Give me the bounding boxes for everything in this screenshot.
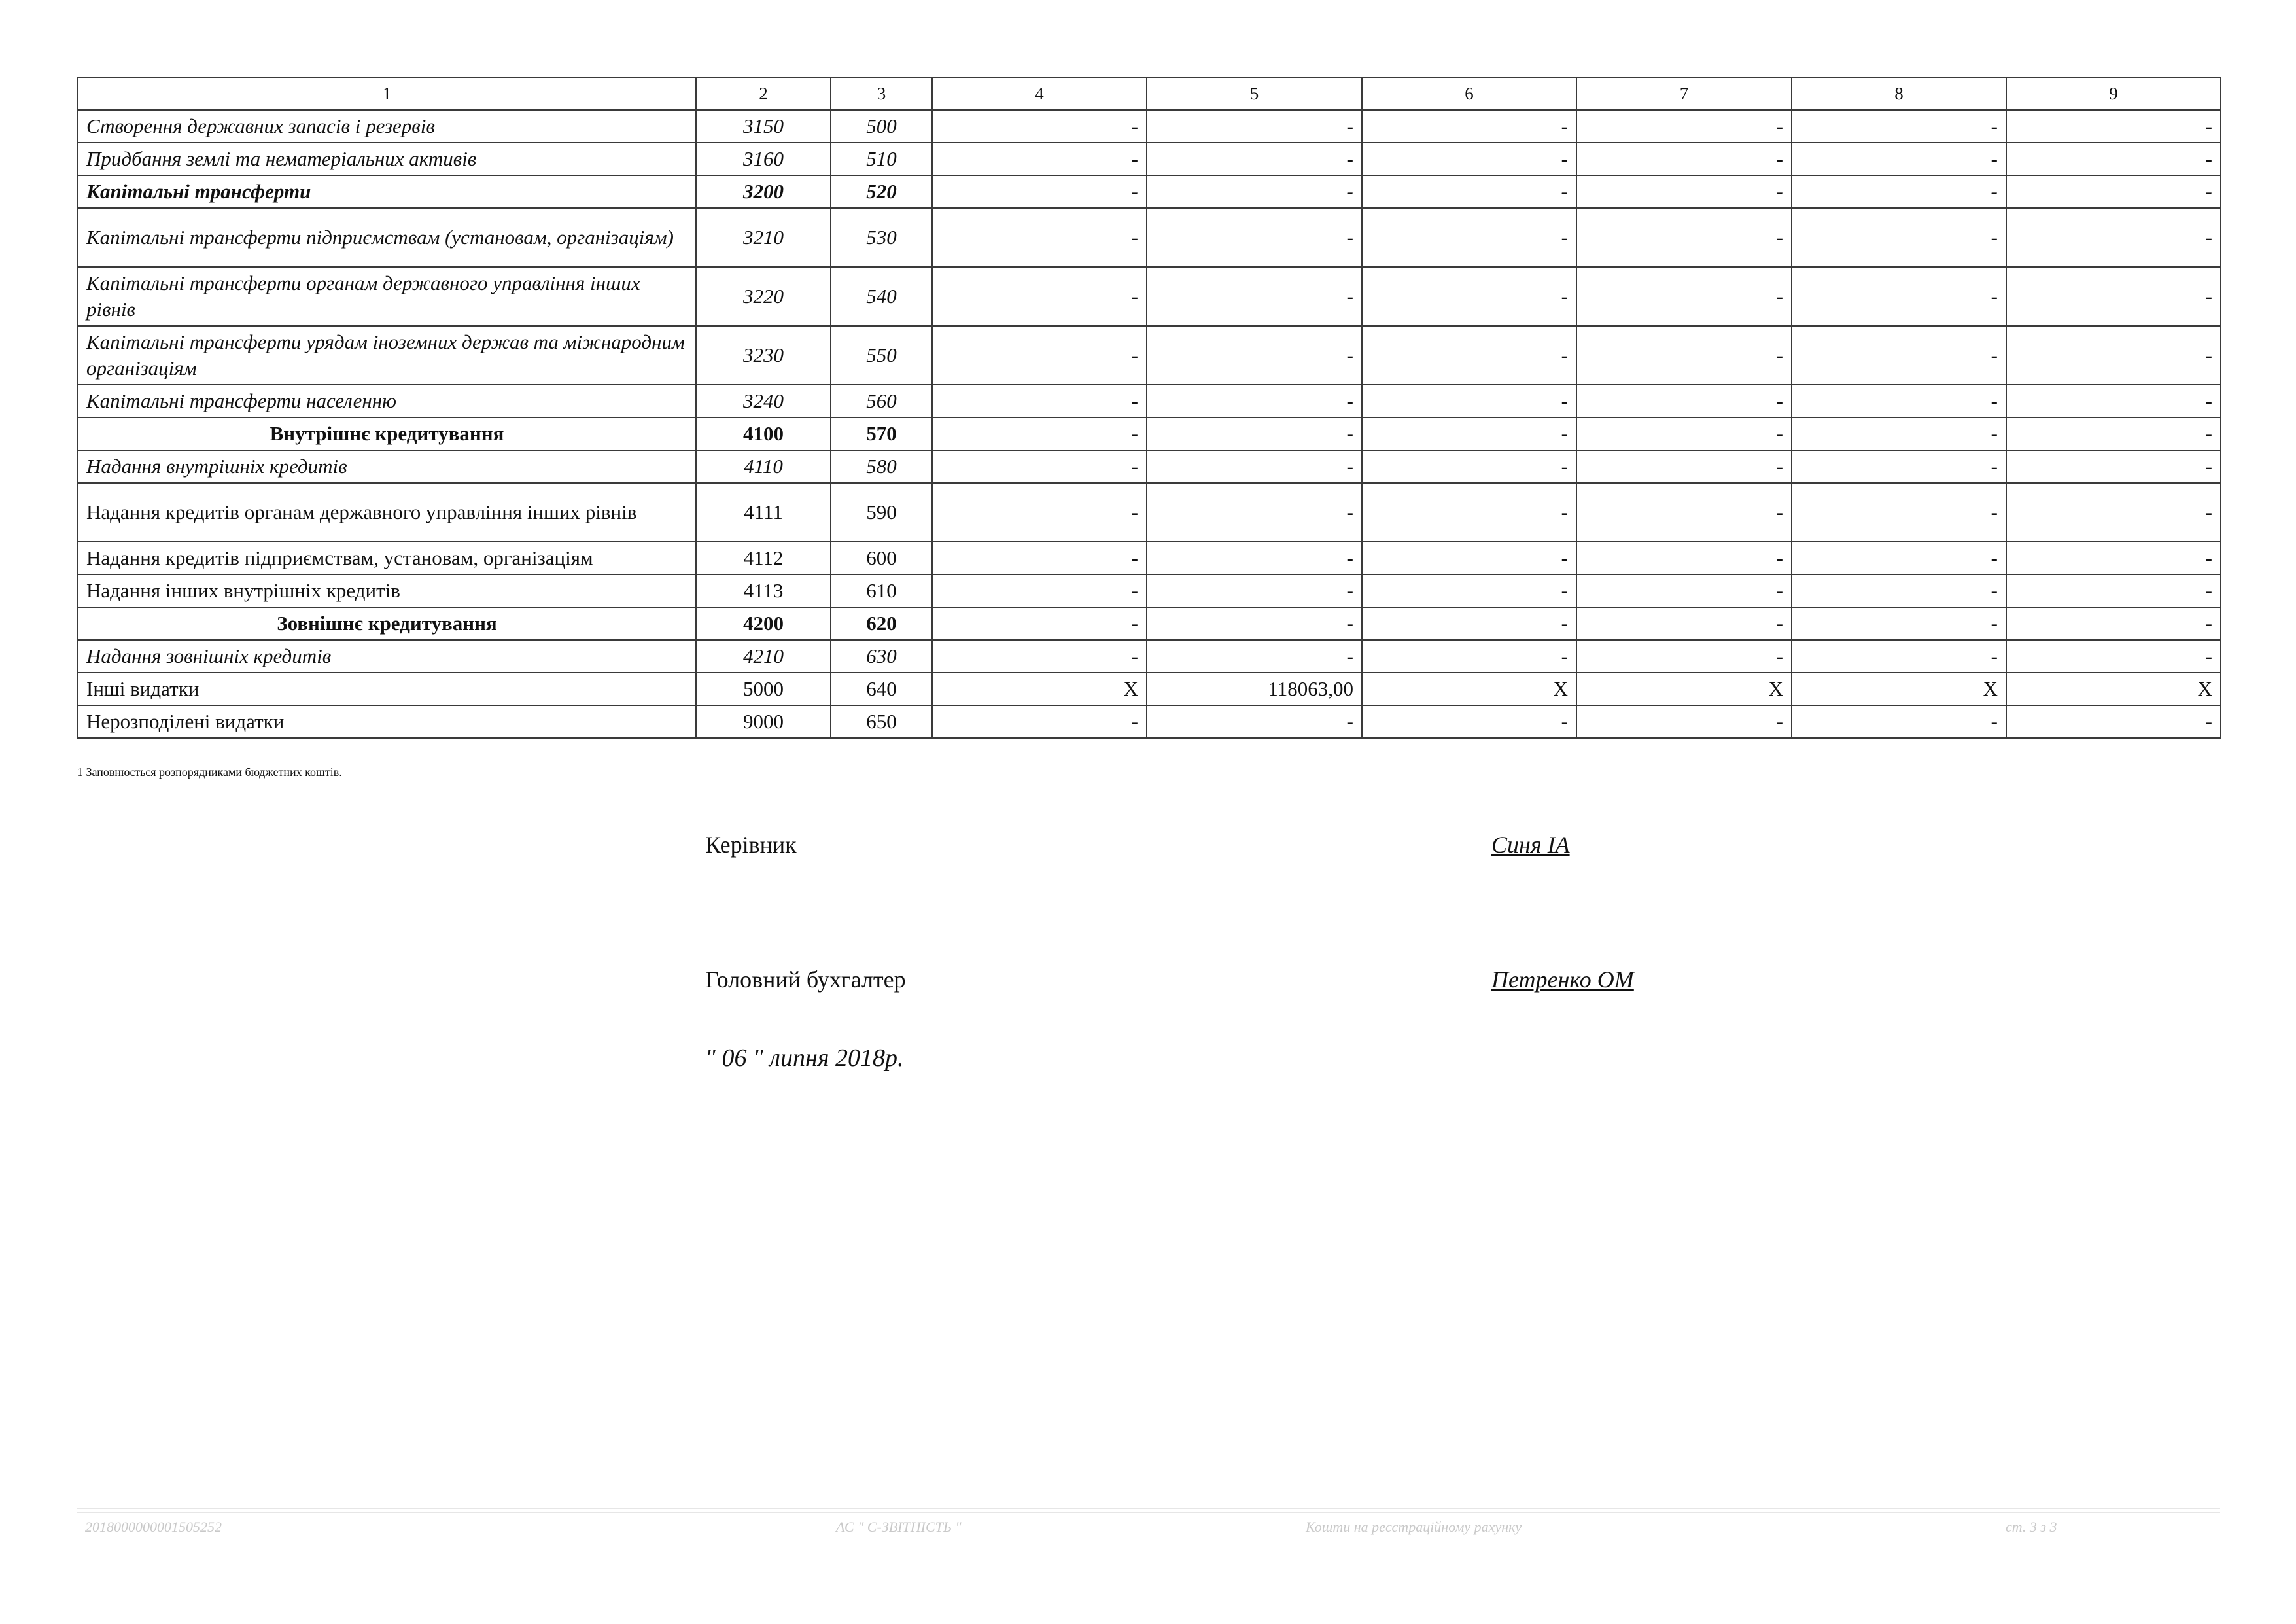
row-c8: -	[1792, 326, 2006, 385]
row-c9: -	[2006, 110, 2221, 143]
row-name: Капітальні трансферти населенню	[78, 385, 696, 417]
row-line: 510	[831, 143, 932, 175]
row-kekv: 3200	[696, 175, 831, 208]
row-c8: -	[1792, 267, 2006, 326]
row-c5: -	[1147, 175, 1362, 208]
row-c5: -	[1147, 110, 1362, 143]
row-c9: -	[2006, 607, 2221, 640]
row-kekv: 3210	[696, 208, 831, 267]
row-c9: -	[2006, 175, 2221, 208]
row-c8: -	[1792, 705, 2006, 738]
row-name: Внутрішнє кредитування	[78, 417, 696, 450]
row-c8: -	[1792, 450, 2006, 483]
row-c4: -	[932, 450, 1147, 483]
row-c9: -	[2006, 208, 2221, 267]
row-c4: -	[932, 607, 1147, 640]
footnote: 1 Заповнюється розпорядниками бюджетних коштів.	[77, 766, 342, 779]
row-c4: -	[932, 208, 1147, 267]
row-c7: -	[1576, 483, 1792, 542]
row-c7: -	[1576, 175, 1792, 208]
row-c9: -	[2006, 326, 2221, 385]
header-cell: 7	[1576, 77, 1792, 110]
row-c5: -	[1147, 450, 1362, 483]
row-line: 540	[831, 267, 932, 326]
row-c7: -	[1576, 385, 1792, 417]
row-c4: -	[932, 326, 1147, 385]
row-line: 590	[831, 483, 932, 542]
row-line: 580	[831, 450, 932, 483]
row-c6: -	[1362, 483, 1576, 542]
row-c8: -	[1792, 483, 2006, 542]
header-cell: 3	[831, 77, 932, 110]
row-c4: -	[932, 417, 1147, 450]
table-row	[78, 483, 2221, 542]
row-name: Капітальні трансферти підприємствам (установам, організаціям)	[78, 208, 696, 267]
row-line: 500	[831, 110, 932, 143]
table-row	[78, 143, 2221, 175]
row-name: Створення державних запасів і резервів	[78, 110, 696, 143]
row-line: 620	[831, 607, 932, 640]
row-name: Надання кредитів підприємствам, установам, організаціям	[78, 542, 696, 574]
row-kekv: 3220	[696, 267, 831, 326]
row-c4: -	[932, 267, 1147, 326]
row-c7: -	[1576, 326, 1792, 385]
row-name: Нерозподілені видатки	[78, 705, 696, 738]
row-c5: -	[1147, 640, 1362, 673]
row-c9: -	[2006, 705, 2221, 738]
row-c9: X	[2006, 673, 2221, 705]
table-row	[78, 640, 2221, 673]
table-row	[78, 385, 2221, 417]
row-c8: -	[1792, 175, 2006, 208]
row-c6: -	[1362, 326, 1576, 385]
row-c4: -	[932, 483, 1147, 542]
header-cell: 4	[932, 77, 1147, 110]
row-name: Придбання землі та нематеріальних активів	[78, 143, 696, 175]
row-name: Капітальні трансферти	[78, 175, 696, 208]
row-c5: -	[1147, 267, 1362, 326]
row-c9: -	[2006, 640, 2221, 673]
row-c9: -	[2006, 417, 2221, 450]
row-c5: -	[1147, 385, 1362, 417]
row-kekv: 4113	[696, 574, 831, 607]
row-kekv: 5000	[696, 673, 831, 705]
row-c4: -	[932, 175, 1147, 208]
row-line: 650	[831, 705, 932, 738]
row-line: 560	[831, 385, 932, 417]
row-c6: -	[1362, 208, 1576, 267]
row-c6: -	[1362, 640, 1576, 673]
row-c6: -	[1362, 705, 1576, 738]
row-c7: -	[1576, 110, 1792, 143]
row-kekv: 4111	[696, 483, 831, 542]
row-c8: -	[1792, 385, 2006, 417]
row-c4: -	[932, 110, 1147, 143]
row-c6: -	[1362, 110, 1576, 143]
table-row	[78, 110, 2221, 143]
row-kekv: 4200	[696, 607, 831, 640]
row-c5: -	[1147, 483, 1362, 542]
row-name: Капітальні трансферти органам державного управління інших рівнів	[78, 267, 696, 326]
table-row	[78, 450, 2221, 483]
row-c5: -	[1147, 705, 1362, 738]
row-kekv: 4210	[696, 640, 831, 673]
row-kekv: 4112	[696, 542, 831, 574]
row-line: 520	[831, 175, 932, 208]
expenditure-table	[77, 77, 2221, 739]
row-c4: -	[932, 574, 1147, 607]
row-c5: 118063,00	[1147, 673, 1362, 705]
signature-date: " 06 " липня 2018р.	[705, 1044, 904, 1072]
header-cell: 8	[1792, 77, 2006, 110]
row-c5: -	[1147, 542, 1362, 574]
row-c9: -	[2006, 385, 2221, 417]
row-c9: -	[2006, 267, 2221, 326]
header-cell: 9	[2006, 77, 2221, 110]
row-c7: -	[1576, 208, 1792, 267]
row-kekv: 9000	[696, 705, 831, 738]
row-c9: -	[2006, 483, 2221, 542]
table-row	[78, 175, 2221, 208]
row-kekv: 3240	[696, 385, 831, 417]
row-c5: -	[1147, 326, 1362, 385]
table-row	[78, 267, 2221, 326]
row-name: Надання кредитів органам державного управління інших рівнів	[78, 483, 696, 542]
row-c4: -	[932, 640, 1147, 673]
row-line: 600	[831, 542, 932, 574]
table-row	[78, 574, 2221, 607]
footer-report-title: Кошти на реєстраційному рахунку	[1306, 1519, 1522, 1535]
row-c7: -	[1576, 267, 1792, 326]
row-c6: -	[1362, 417, 1576, 450]
row-c8: X	[1792, 673, 2006, 705]
row-c9: -	[2006, 450, 2221, 483]
row-c9: -	[2006, 574, 2221, 607]
row-c7: -	[1576, 143, 1792, 175]
row-name: Надання внутрішніх кредитів	[78, 450, 696, 483]
row-c4: -	[932, 385, 1147, 417]
row-c7: X	[1576, 673, 1792, 705]
row-name: Надання зовнішніх кредитів	[78, 640, 696, 673]
row-c6: -	[1362, 267, 1576, 326]
row-c6: -	[1362, 607, 1576, 640]
table-row	[78, 673, 2221, 705]
row-c8: -	[1792, 542, 2006, 574]
head-name: Синя ІА	[1491, 832, 1570, 858]
footer-doc-id: 2018000000001505252	[85, 1519, 222, 1535]
row-c6: -	[1362, 450, 1576, 483]
header-cell: 6	[1362, 77, 1576, 110]
row-c9: -	[2006, 143, 2221, 175]
row-c6: -	[1362, 385, 1576, 417]
row-kekv: 3160	[696, 143, 831, 175]
row-kekv: 4100	[696, 417, 831, 450]
row-c7: -	[1576, 607, 1792, 640]
row-c7: -	[1576, 705, 1792, 738]
row-c5: -	[1147, 417, 1362, 450]
row-line: 550	[831, 326, 932, 385]
row-c5: -	[1147, 143, 1362, 175]
row-kekv: 3150	[696, 110, 831, 143]
row-c6: -	[1362, 542, 1576, 574]
accountant-name: Петренко ОМ	[1491, 966, 1634, 993]
table-row	[78, 607, 2221, 640]
row-c8: -	[1792, 607, 2006, 640]
row-name: Зовнішнє кредитування	[78, 607, 696, 640]
header-cell: 2	[696, 77, 831, 110]
row-c7: -	[1576, 574, 1792, 607]
table-row	[78, 417, 2221, 450]
row-line: 610	[831, 574, 932, 607]
row-c7: -	[1576, 417, 1792, 450]
row-c7: -	[1576, 450, 1792, 483]
row-name: Інші видатки	[78, 673, 696, 705]
row-c4: X	[932, 673, 1147, 705]
accountant-label: Головний бухгалтер	[705, 966, 906, 993]
footer-divider	[77, 1508, 2220, 1509]
row-c4: -	[932, 542, 1147, 574]
row-c8: -	[1792, 574, 2006, 607]
header-cell: 1	[78, 77, 696, 110]
footer-page: ст. 3 з 3	[2006, 1519, 2057, 1535]
table-row	[78, 208, 2221, 267]
table-row	[78, 705, 2221, 738]
row-c8: -	[1792, 640, 2006, 673]
row-line: 570	[831, 417, 932, 450]
head-label: Керівник	[705, 832, 797, 858]
row-name: Надання інших внутрішніх кредитів	[78, 574, 696, 607]
header-cell: 5	[1147, 77, 1362, 110]
footer-divider	[77, 1512, 2220, 1513]
row-c5: -	[1147, 607, 1362, 640]
row-c8: -	[1792, 208, 2006, 267]
row-c4: -	[932, 705, 1147, 738]
row-c6: -	[1362, 143, 1576, 175]
row-c4: -	[932, 143, 1147, 175]
table-row	[78, 542, 2221, 574]
row-c5: -	[1147, 208, 1362, 267]
row-line: 530	[831, 208, 932, 267]
row-kekv: 4110	[696, 450, 831, 483]
row-c7: -	[1576, 640, 1792, 673]
row-name: Капітальні трансферти урядам іноземних держав та міжнародним організаціям	[78, 326, 696, 385]
footer-system: АС " Є-ЗВІТНІСТЬ "	[836, 1519, 962, 1535]
row-c5: -	[1147, 574, 1362, 607]
row-c8: -	[1792, 417, 2006, 450]
row-c8: -	[1792, 143, 2006, 175]
row-kekv: 3230	[696, 326, 831, 385]
row-c6: -	[1362, 574, 1576, 607]
row-c9: -	[2006, 542, 2221, 574]
row-c7: -	[1576, 542, 1792, 574]
row-line: 640	[831, 673, 932, 705]
table-header-row	[78, 77, 2221, 110]
row-c6: -	[1362, 175, 1576, 208]
row-c8: -	[1792, 110, 2006, 143]
row-c6: X	[1362, 673, 1576, 705]
table-row	[78, 326, 2221, 385]
row-line: 630	[831, 640, 932, 673]
